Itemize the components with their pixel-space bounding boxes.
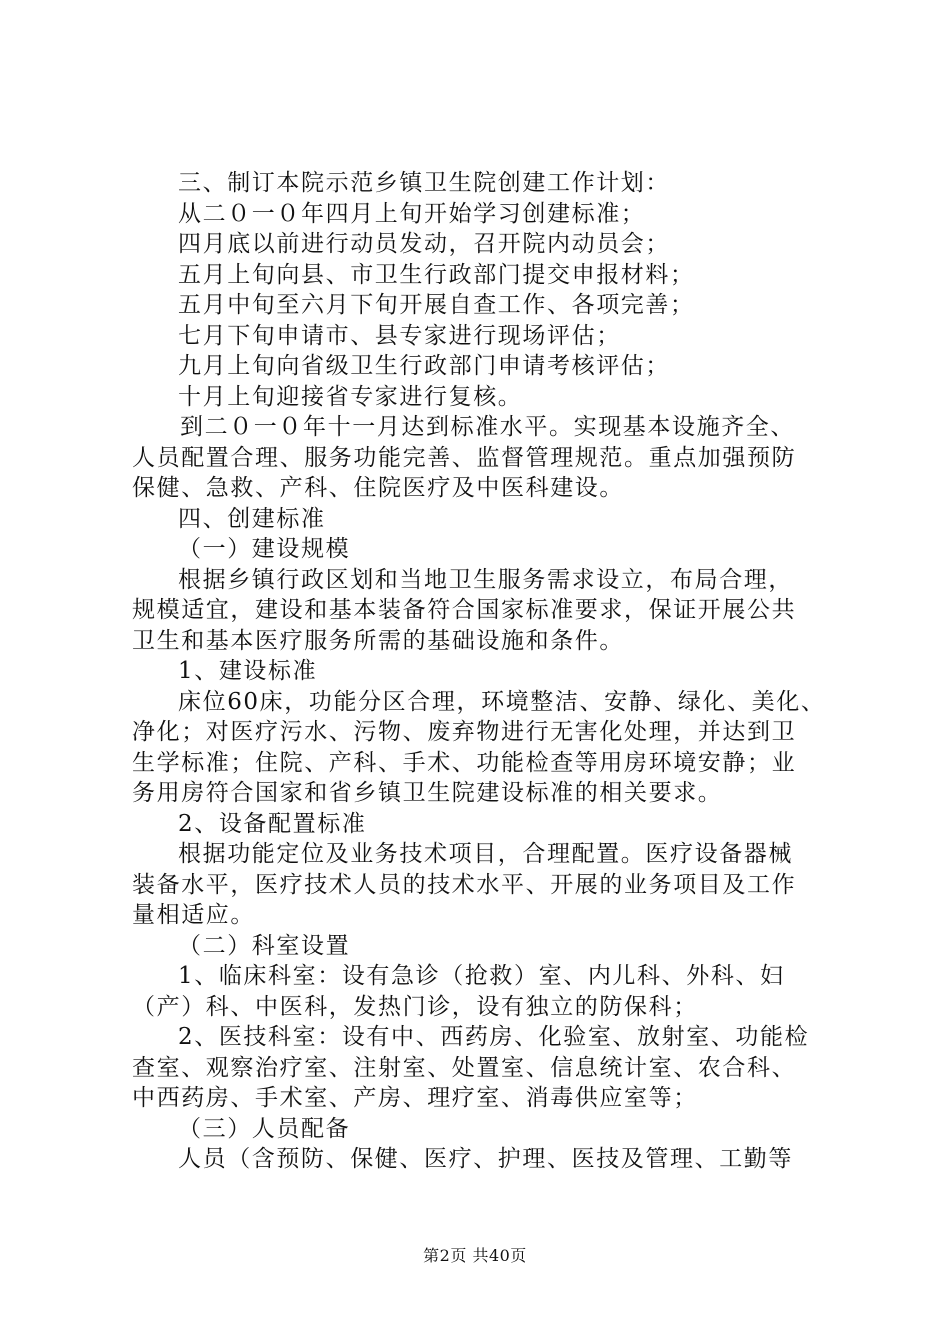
document-line: 九月上旬向省级卫生行政部门申请考核评估； (178, 353, 670, 379)
document-line: 七月下旬申请市、县专家进行现场评估； (178, 322, 621, 349)
subsection-heading: （三）人员配备 (178, 1115, 351, 1142)
document-line: 保健、急救、产科、住院医疗及中医科建设。 (132, 475, 624, 501)
document-line: 量相适应。 (132, 902, 255, 928)
document-line: 床位60床，功能分区合理，环境整洁、安静、绿化、美化、 (178, 688, 826, 715)
document-line: 四月底以前进行动员发动，召开院内动员会； (178, 231, 670, 257)
document-line: 1、临床科室：设有急诊（抢救）室、内儿科、外科、妇 (178, 963, 785, 989)
document-line: 装备水平，医疗技术人员的技术水平、开展的业务项目及工作 (132, 871, 797, 898)
document-line: 人员（含预防、保健、医疗、护理、医技及管理、工勤等 (178, 1146, 793, 1172)
document-line: 三、制订本院示范乡镇卫生院创建工作计划： (178, 170, 670, 196)
document-line: 卫生和基本医疗服务所需的基础设施和条件。 (132, 627, 624, 654)
document-line: 净化；对医疗污水、污物、废弃物进行无害化处理，并达到卫 (132, 719, 797, 745)
item-heading: 2、设备配置标准 (178, 810, 367, 837)
document-line: 到二０一０年十一月达到标准水平。实现基本设施齐全、 (180, 414, 795, 440)
document-line: 根据乡镇行政区划和当地卫生服务需求设立，布局合理， (178, 566, 793, 593)
page-number-footer: 第2页 共40页 (423, 1246, 527, 1265)
document-line: （产）科、中医科，发热门诊，设有独立的防保科； (132, 993, 698, 1020)
document-line: 2、医技科室：设有中、西药房、化验室、放射室、功能检 (178, 1024, 810, 1050)
document-line: 生学标准；住院、产科、手术、功能检查等用房环境安静；业 (132, 749, 797, 776)
document-line: 从二０一０年四月上旬开始学习创建标准； (178, 200, 646, 227)
document-line: 十月上旬迎接省专家进行复核。 (178, 383, 523, 410)
document-line: 五月中旬至六月下旬开展自查工作、各项完善； (178, 292, 695, 318)
subsection-heading: （一）建设规模 (178, 536, 351, 562)
document-line: 根据功能定位及业务技术项目，合理配置。医疗设备器械 (178, 841, 793, 867)
item-heading: 1、建设标准 (178, 658, 318, 684)
document-line: 规模适宜，建设和基本装备符合国家标准要求，保证开展公共 (132, 597, 797, 623)
section-heading: 四、创建标准 (178, 505, 326, 532)
document-line: 查室、观察治疗室、注射室、处置室、信息统计室、农合科、 (132, 1054, 797, 1081)
document-line: 务用房符合国家和省乡镇卫生院建设标准的相关要求。 (132, 780, 723, 806)
document-body (130, 168, 850, 1175)
subsection-heading: （二）科室设置 (178, 932, 351, 959)
document-line: 人员配置合理、服务功能完善、监督管理规范。重点加强预防 (132, 444, 797, 471)
document-line: 中西药房、手术室、产房、理疗室、消毒供应室等； (132, 1085, 698, 1111)
document-line: 五月上旬向县、市卫生行政部门提交申报材料； (178, 261, 695, 288)
